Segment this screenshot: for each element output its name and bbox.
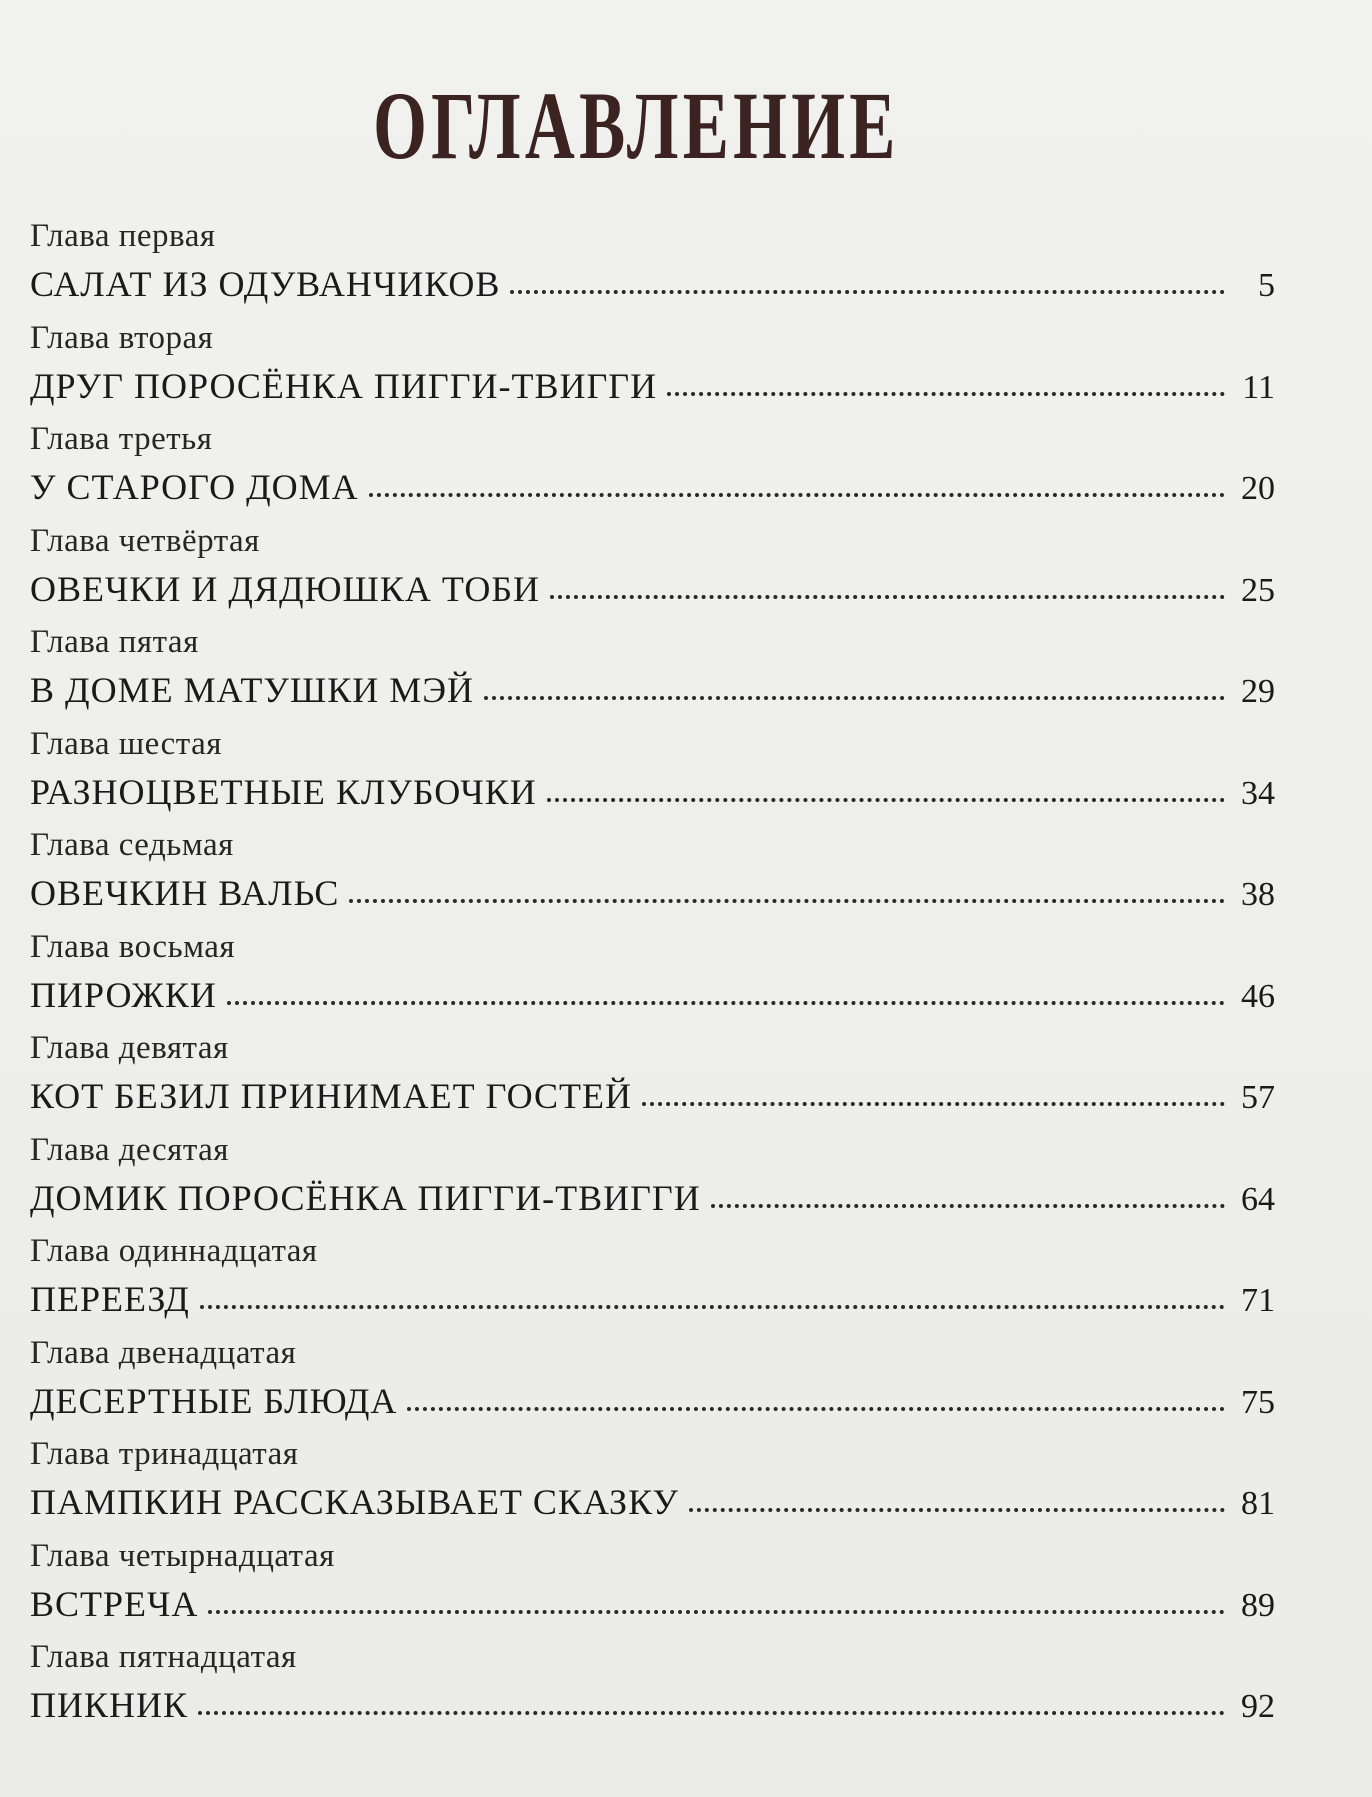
- toc-title-row: [30, 469, 1275, 506]
- toc-title-row: [30, 568, 1275, 609]
- dot-leader: [484, 692, 1225, 700]
- chapter-number: Глава восьмая: [30, 928, 236, 965]
- chapter-title: ВСТРЕЧА: [30, 1583, 199, 1624]
- toc-entry-8: [30, 928, 1275, 1033]
- toc-entry-4: [30, 522, 1275, 627]
- chapter-title: КОТ БЕЗИЛ ПРИНИМАЕТ ГОСТЕЙ: [30, 1076, 632, 1116]
- chapter-title: ПАМПКИН РАССКАЗЫВАЕТ СКАЗКУ: [30, 1482, 679, 1522]
- dot-leader: [689, 1504, 1225, 1512]
- toc-title-row: [30, 1281, 1275, 1318]
- dot-leader: [198, 1707, 1225, 1715]
- toc-title-row: [30, 1078, 1275, 1115]
- toc-title-row: [30, 974, 1275, 1015]
- chapter-title: ДЕСЕРТНЫЕ БЛЮДА: [30, 1380, 398, 1421]
- chapter-title: ПИРОЖКИ: [30, 974, 217, 1015]
- dot-leader: [227, 997, 1225, 1005]
- page-number: 75: [1241, 1383, 1275, 1421]
- page-number: 34: [1241, 774, 1275, 812]
- toc-entry-2: [30, 319, 1275, 424]
- chapter-number: Глава девятая: [30, 1030, 229, 1066]
- toc-entry-6: [30, 725, 1275, 830]
- toc-title-row: [30, 266, 1275, 303]
- chapter-title: РАЗНОЦВЕТНЫЕ КЛУБОЧКИ: [30, 771, 537, 812]
- page-number: 89: [1241, 1586, 1275, 1624]
- table-of-contents: [30, 220, 1275, 1743]
- chapter-title: ПЕРЕЕЗД: [30, 1279, 190, 1319]
- toc-entry-5: [30, 626, 1275, 728]
- chapter-number: Глава третья: [30, 421, 213, 457]
- page-number: 29: [1241, 673, 1275, 710]
- toc-entry-3: [30, 423, 1275, 525]
- dot-leader: [667, 388, 1225, 396]
- toc-entry-9: [30, 1032, 1275, 1134]
- page-number: 81: [1241, 1485, 1275, 1522]
- chapter-number: Глава четвёртая: [30, 522, 260, 559]
- dot-leader: [510, 286, 1225, 294]
- toc-title-row: [30, 1687, 1275, 1724]
- chapter-number: Глава пятая: [30, 624, 199, 660]
- toc-title-row: [30, 672, 1275, 709]
- toc-title-row: [30, 365, 1275, 406]
- toc-entry-7: [30, 829, 1275, 931]
- chapter-number: Глава шестая: [30, 725, 222, 762]
- dot-leader: [407, 1403, 1225, 1411]
- toc-title-row: [30, 771, 1275, 812]
- chapter-number: Глава первая: [30, 218, 216, 254]
- chapter-number: Глава пятнадцатая: [30, 1639, 297, 1675]
- page-number: 11: [1242, 368, 1275, 406]
- toc-entry-14: [30, 1537, 1275, 1642]
- chapter-number: Глава тринадцатая: [30, 1436, 299, 1472]
- dot-leader: [349, 895, 1225, 903]
- chapter-number: Глава одиннадцатая: [30, 1233, 318, 1269]
- dot-leader: [711, 1200, 1225, 1208]
- chapter-title: ДОМИК ПОРОСЁНКА ПИГГИ-ТВИГГИ: [30, 1177, 701, 1218]
- dot-leader: [369, 489, 1225, 497]
- page-number: 38: [1241, 876, 1275, 913]
- toc-title-row: [30, 875, 1275, 912]
- dot-leader: [208, 1606, 1225, 1614]
- toc-title-row: [30, 1177, 1275, 1218]
- toc-title-row: [30, 1484, 1275, 1521]
- chapter-number: Глава десятая: [30, 1131, 229, 1168]
- page-number: 64: [1241, 1180, 1275, 1218]
- chapter-number: Глава двенадцатая: [30, 1334, 297, 1371]
- toc-entry-11: [30, 1235, 1275, 1337]
- chapter-title: ОВЕЧКИН ВАЛЬС: [30, 873, 340, 913]
- chapter-title: ДРУГ ПОРОСЁНКА ПИГГИ-ТВИГГИ: [30, 365, 658, 406]
- chapter-title: САЛАТ ИЗ ОДУВАНЧИКОВ: [30, 264, 501, 304]
- page-number: 46: [1241, 977, 1275, 1015]
- chapter-number: Глава четырнадцатая: [30, 1537, 335, 1574]
- chapter-number: Глава седьмая: [30, 827, 234, 863]
- toc-entry-15: [30, 1641, 1275, 1743]
- dot-leader: [550, 591, 1225, 599]
- dot-leader: [547, 794, 1225, 802]
- toc-entry-13: [30, 1438, 1275, 1540]
- toc-entry-12: [30, 1334, 1275, 1439]
- page-title: ОГЛАВЛЕНИЕ: [373, 72, 900, 179]
- page-number: 5: [1258, 267, 1275, 304]
- page-number: 25: [1241, 571, 1275, 609]
- chapter-number: Глава вторая: [30, 319, 214, 356]
- page-number: 92: [1241, 1688, 1275, 1725]
- chapter-title: У СТАРОГО ДОМА: [30, 467, 359, 507]
- toc-entry-10: [30, 1131, 1275, 1236]
- chapter-title: ОВЕЧКИ И ДЯДЮШКА ТОБИ: [30, 568, 541, 609]
- toc-entry-1: [30, 220, 1275, 322]
- toc-title-row: [30, 1583, 1275, 1624]
- chapter-title: В ДОМЕ МАТУШКИ МЭЙ: [30, 670, 474, 710]
- chapter-title: ПИКНИК: [30, 1685, 189, 1725]
- dot-leader: [642, 1098, 1225, 1106]
- dot-leader: [200, 1301, 1225, 1309]
- toc-title-row: [30, 1380, 1275, 1421]
- page-number: 71: [1241, 1282, 1275, 1319]
- page-number: 57: [1241, 1079, 1275, 1116]
- page-number: 20: [1241, 470, 1275, 507]
